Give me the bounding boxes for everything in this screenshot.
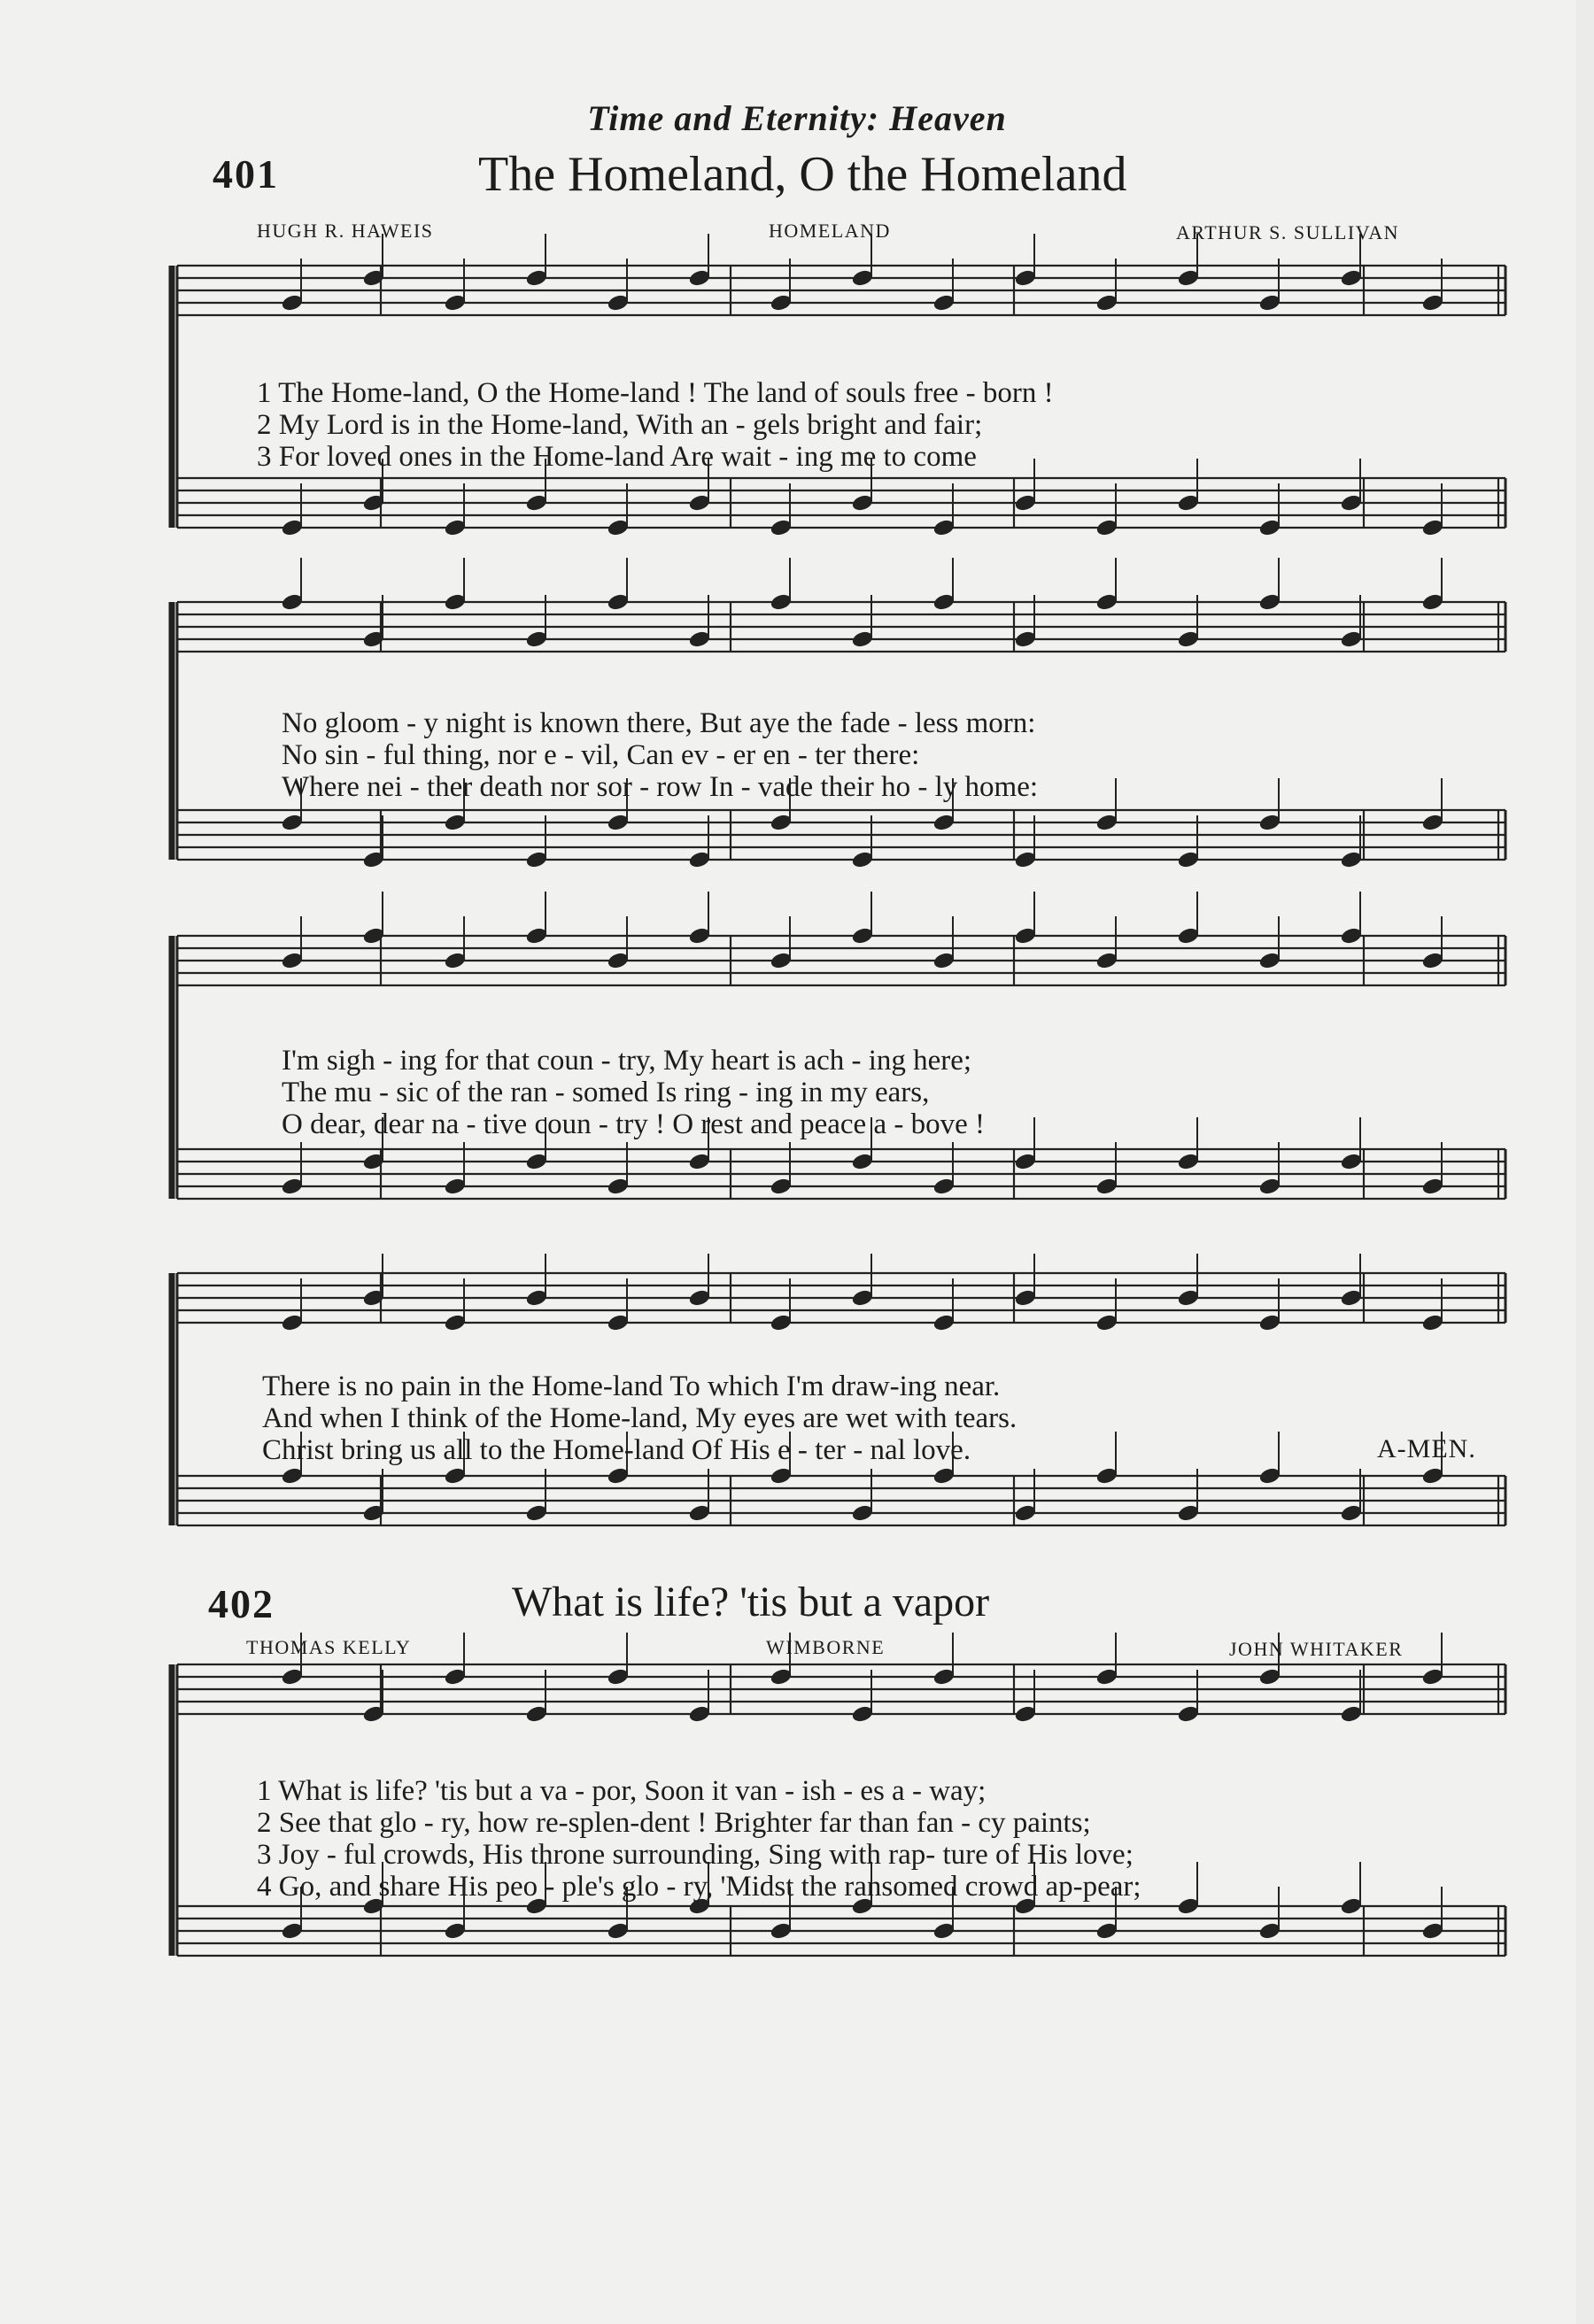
hymn-tune: HOMELAND [769,220,891,242]
hymn-number: 401 [213,151,279,197]
lyric-line: Where nei - ther death nor sor - row In - vade their ho - ly home: [282,771,1039,803]
lyric-line: 1 The Home-land, O the Home-land ! The land of souls free - born ! [257,377,1054,409]
lyric-line: 4 Go, and share His peo - ple's glo - ry, 'Midst the ransomed crowd ap-pear; [257,1871,1141,1903]
hymn-tune: WIMBORNE [766,1636,886,1658]
hymn-author: THOMAS KELLY [246,1636,412,1658]
section-header: Time and Eternity: Heaven [587,98,1007,138]
lyric-line: 2 See that glo - ry, how re-splen-dent ! Brighter far than fan - cy paints; [257,1807,1091,1839]
hymn-composer: JOHN WHITAKER [1229,1638,1404,1660]
lyric-line: 3 Joy - ful crowds, His throne surrounding, Sing with rap- ture of His love; [257,1839,1134,1871]
lyric-line: No gloom - y night is known there, But aye the fade - less morn: [282,707,1036,739]
hymn-number: 402 [208,1581,275,1626]
lyric-line: No sin - ful thing, nor e - vil, Can ev - er en - ter there: [282,739,920,771]
lyric-line: And when I think of the Home-land, My eyes are wet with tears. [262,1402,1018,1434]
lyric-line: O dear, dear na - tive coun - try ! O rest and peace a - bove ! [282,1108,985,1140]
lyric-line: Christ bring us all to the Home-land Of His e - ter - nal love. [262,1434,971,1466]
hymn-title: What is life? 'tis but a vapor [512,1579,990,1625]
lyric-line: There is no pain in the Home-land To which I'm draw-ing near. [262,1370,1001,1402]
hymn-author: HUGH R. HAWEIS [257,220,434,242]
lyric-line: 1 What is life? 'tis but a va - por, Soon it van - ish - es a - way; [257,1775,987,1807]
lyric-line: I'm sigh - ing for that coun - try, My heart is ach - ing here; [282,1045,972,1077]
lyric-line: 3 For loved ones in the Home-land Are wait - ing me to come [257,441,977,473]
hymn-composer: ARTHUR S. SULLIVAN [1176,221,1400,243]
lyric-line: The mu - sic of the ran - somed Is ring - ing in my ears, [282,1077,930,1108]
lyric-line: 2 My Lord is in the Home-land, With an - gels bright and fair; [257,409,983,441]
hymn-title: The Homeland, O the Homeland [478,147,1127,202]
amen: A-MEN. [1377,1434,1476,1463]
